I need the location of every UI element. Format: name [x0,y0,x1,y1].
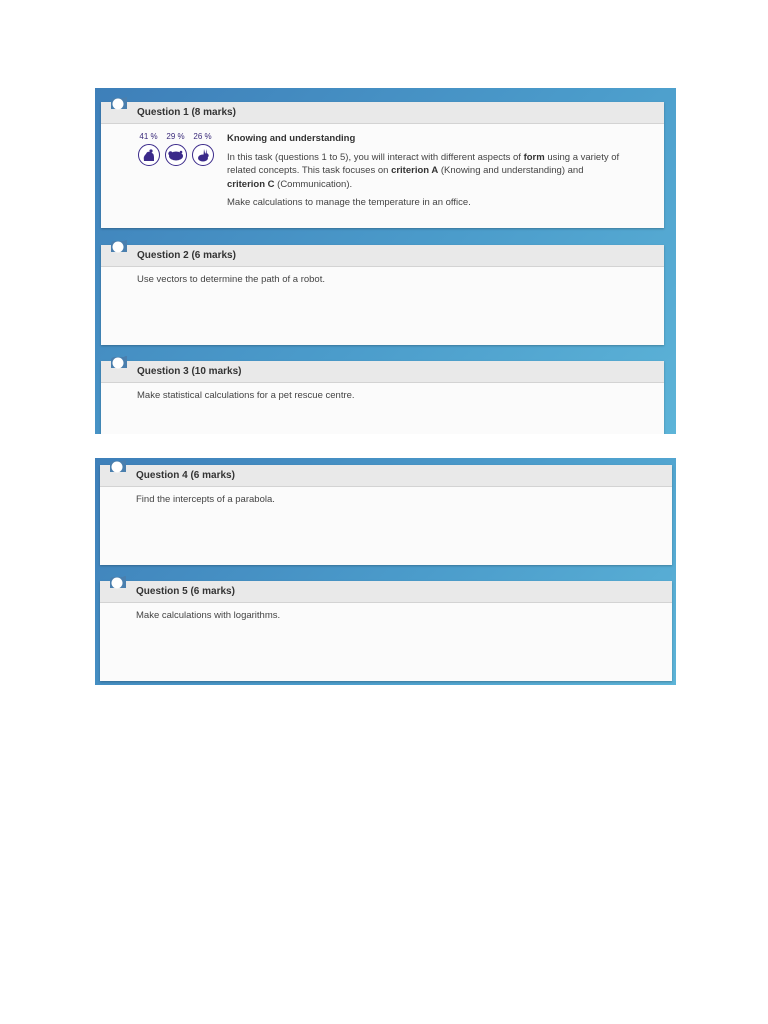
question-title: Question 1 (8 marks) [137,107,236,118]
question-summary: Find the intercepts of a parabola. [136,494,275,505]
question-card-4[interactable] [100,465,672,565]
bookmark-icon [109,240,129,257]
question-header[interactable] [100,465,672,487]
section-title: Knowing and understanding [227,133,356,144]
question-title: Question 4 (6 marks) [136,470,235,481]
intro-text: (Knowing and understanding) and [438,165,584,176]
bookmark-icon [108,576,128,593]
question-card-5[interactable] [100,581,672,681]
question-header[interactable] [101,361,664,383]
question-card-2[interactable] [101,245,664,345]
questions-panel-bottom [95,458,676,685]
stat-item [164,132,187,215]
intro-text: In this task (questions 1 to 5), you will interact with different aspects of [227,151,524,163]
question-card-1[interactable] [101,102,664,228]
question-title: Question 2 (6 marks) [137,250,236,261]
intro-bold-criterion-c: criterion C [227,178,275,190]
intro-paragraph [227,151,647,192]
question-summary: Use vectors to determine the path of a robot. [137,274,325,285]
question-summary: Make statistical calculations for a pet rescue centre. [137,390,355,401]
bookmark-icon [108,460,128,477]
intro-bold-criterion-a: criterion A [391,165,439,176]
question-header[interactable] [101,245,664,267]
rabbit-icon [192,144,214,166]
question-header[interactable] [100,581,672,603]
question-summary: Make calculations with logarithms. [136,610,281,621]
bookmark-icon [109,356,129,373]
question-description [227,132,647,215]
stat-percent: 26 % [193,132,212,141]
bookmark-icon [109,97,129,114]
questions-panel-top [95,88,676,434]
stat-percent: 41 % [139,132,158,141]
stat-item [191,132,214,215]
question-summary: Make calculations to manage the temperature in an office. [227,197,471,208]
question-title: Question 5 (6 marks) [136,586,235,597]
question-header[interactable] [101,102,664,124]
stat-percent: 29 % [166,132,185,141]
stat-item [137,132,160,215]
lump-icon [138,144,160,166]
question-title: Question 3 (10 marks) [137,366,242,377]
performance-stats [137,132,221,215]
question-card-3[interactable] [101,361,664,434]
intro-text: using a variety of related concepts. This task focuses on [227,151,620,176]
guinea-pig-icon [165,144,187,166]
intro-bold-form: form [523,151,545,163]
intro-text: (Communication). [274,178,353,190]
